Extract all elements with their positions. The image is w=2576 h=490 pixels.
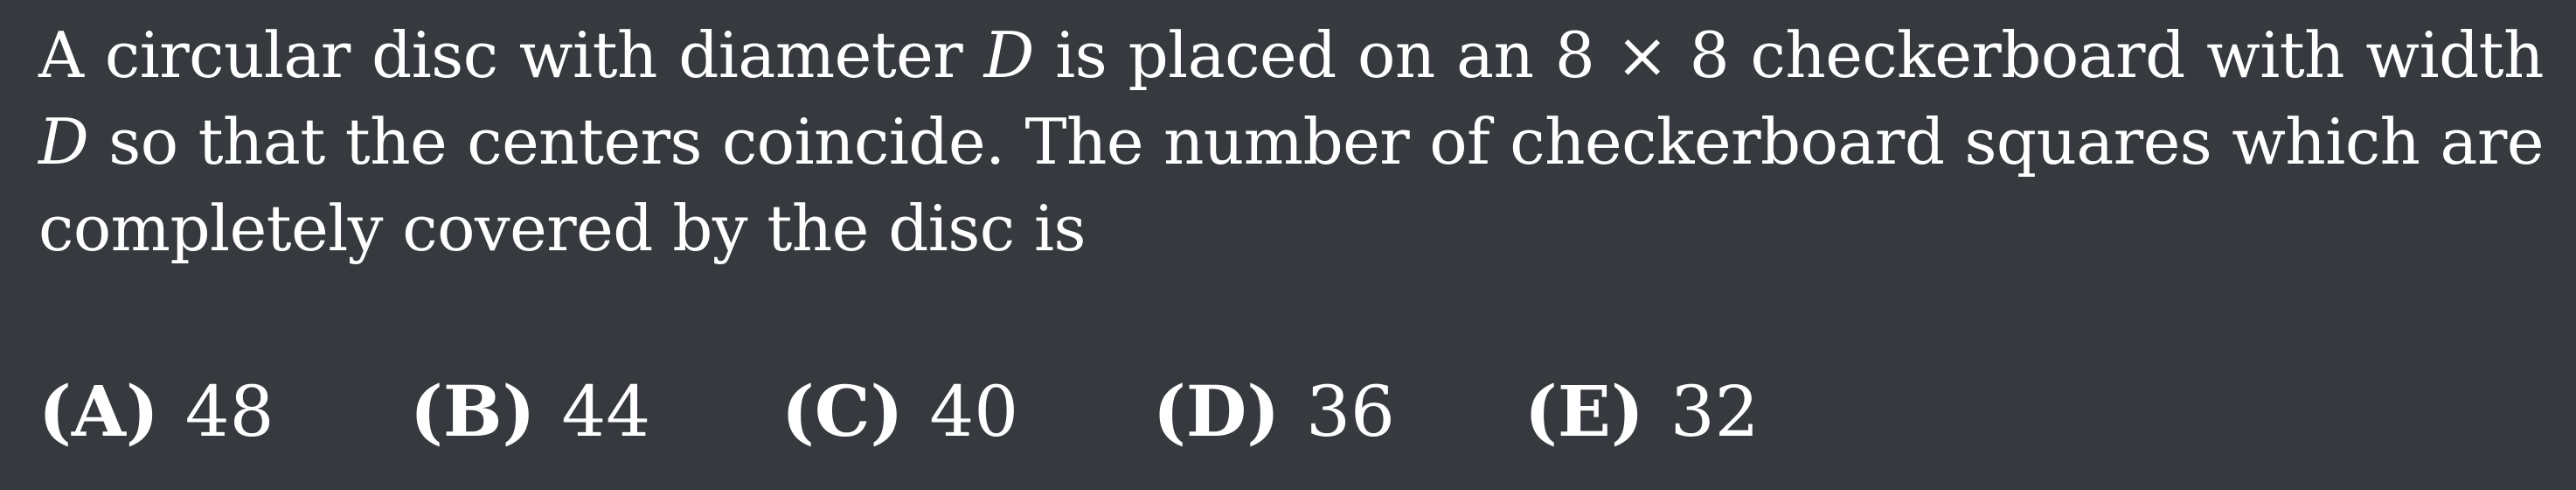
choice-letter: (E) (1524, 370, 1644, 452)
problem-text-part3: so that the centers coincide. The number of checkerboard squares which are completely covered by the disc is (38, 105, 2544, 265)
choice-letter: (B) (410, 370, 536, 452)
choice-value: 36 (1306, 371, 1395, 452)
choice-a[interactable] (38, 363, 410, 460)
choice-value: 32 (1670, 371, 1760, 452)
problem-statement (38, 12, 2544, 272)
problem-text-part2: is placed on an 8 × 8 checkerboard with width (1033, 18, 2544, 92)
answer-choices (38, 363, 1787, 459)
choice-value: 48 (184, 371, 274, 452)
choice-b[interactable] (410, 363, 781, 460)
choice-value: 40 (929, 371, 1019, 452)
choice-c[interactable] (781, 363, 1153, 460)
choice-value: 44 (561, 371, 651, 452)
choice-letter: (C) (781, 370, 904, 452)
problem-text-part1: A circular disc with diameter (38, 18, 984, 92)
choice-d[interactable] (1153, 363, 1524, 460)
variable-d: D (983, 18, 1034, 92)
variable-d: D (38, 105, 89, 178)
choice-e[interactable] (1524, 363, 1787, 460)
choice-letter: (D) (1153, 370, 1281, 452)
choice-letter: (A) (38, 370, 159, 452)
